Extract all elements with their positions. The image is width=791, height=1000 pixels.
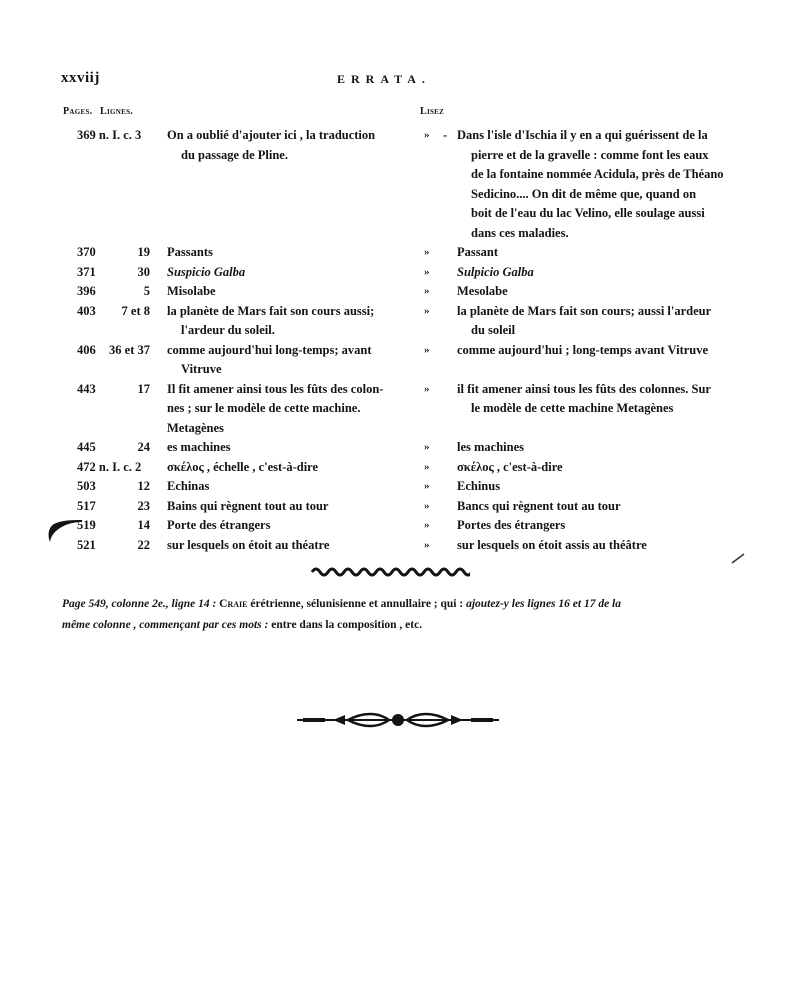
erroneous-text [167, 536, 407, 556]
corrected-text [457, 302, 747, 341]
footnote-instruction-2: même colonne , commençant par ces mots : [62, 619, 272, 631]
erroneous-text [167, 282, 407, 302]
erroneous-text-line: comme aujourd'hui long-temps; avant [167, 342, 372, 357]
guillemet-marker: » [424, 265, 430, 278]
corrected-text-line: boit de l'eau du lac Velino, elle soulage aussi [471, 206, 705, 220]
footnote-text-2: entre dans la composition , etc. [271, 619, 423, 631]
footnote-instruction-1: ajoutez-y les lignes 16 et 17 de la [466, 598, 621, 610]
corrected-text [457, 536, 747, 556]
line-number: 5 [143, 284, 150, 298]
line-number: 30 [137, 264, 150, 279]
corrected-text-line: sur lesquels on étoit assis au théâtre [457, 537, 647, 552]
corrected-text-line: il fit amener ainsi tous les fûts des colonnes. Sur [457, 381, 711, 396]
guillemet-marker: » [424, 480, 430, 492]
corrected-text-line: Echinus [457, 479, 501, 493]
erroneous-text [167, 126, 407, 165]
page-number: 519 [77, 518, 96, 532]
page-line-ref: 472 n. I. c. 2 [77, 459, 142, 474]
page-title: ERRATA. [337, 72, 431, 86]
page-line-ref: 369 n. I. c. 3 [77, 128, 142, 142]
corrected-text-line: du soleil [471, 323, 516, 337]
guillemet-marker: » [424, 246, 430, 258]
page-number: 503 [77, 479, 96, 493]
corrected-text-line: Dans l'isle d'Ischia il y en a qui guérissent de la [457, 128, 708, 142]
erroneous-text-line: Il fit amener ainsi tous les fûts des colon- [167, 381, 384, 396]
guillemet-marker: » [424, 304, 430, 317]
erroneous-text [167, 243, 407, 263]
guillemet-marker: » [424, 343, 430, 356]
guillemet-marker: » [424, 285, 430, 297]
page-number: 521 [77, 537, 96, 552]
erroneous-text-line: sur lesquels on étoit au théatre [167, 537, 330, 552]
corrected-text [457, 380, 747, 419]
corrected-text [457, 341, 747, 361]
corrected-text-line: Mesolabe [457, 284, 508, 298]
corrected-text-line: dans ces maladies. [471, 225, 569, 240]
erroneous-text-line: Misolabe [167, 284, 216, 298]
corrected-text-line: le modèle de cette machine Metagènes [471, 401, 674, 415]
erroneous-text-line: es machines [167, 440, 231, 454]
wavy-rule-ornament [310, 566, 470, 578]
erroneous-text [167, 516, 407, 536]
erroneous-text-line: σκέλος , échelle , c'est-à-dire [167, 459, 319, 474]
page-number: 517 [77, 498, 96, 513]
line-number: 12 [137, 479, 150, 493]
page-number: 443 [77, 381, 96, 396]
guillemet-marker: » [424, 519, 430, 531]
corrected-text [457, 458, 747, 478]
guillemet-marker: » [424, 538, 430, 551]
erroneous-text-line: Suspicio Galba [167, 264, 246, 279]
corrected-text-line: les machines [457, 440, 525, 454]
line-number: 24 [137, 440, 150, 454]
erroneous-text-line: Bains qui règnent tout au tour [167, 498, 329, 513]
corrected-text-line: la planète de Mars fait son cours; aussi l'ardeur [457, 303, 712, 318]
page-number: 406 [77, 342, 96, 357]
erroneous-text [167, 477, 407, 497]
corrected-text [457, 263, 747, 283]
erroneous-text [167, 341, 407, 380]
dash-mark: - [443, 128, 448, 142]
corrected-text-line: Bancs qui règnent tout au tour [457, 498, 621, 513]
erroneous-text-line: nes ; sur le modèle de cette machine. [167, 401, 361, 415]
line-number: 23 [137, 498, 150, 513]
erroneous-text-line: Vitruve [181, 362, 222, 376]
line-number: 22 [137, 537, 150, 552]
page-number: 403 [77, 303, 96, 318]
corrected-text [457, 516, 747, 536]
guillemet-marker: » [424, 441, 430, 453]
column-header-lignes: Lignes. [100, 106, 134, 117]
line-number: 14 [137, 518, 150, 532]
erroneous-text-line: Passants [167, 245, 213, 259]
line-number: 7 et 8 [121, 303, 150, 318]
erroneous-text [167, 438, 407, 458]
corrected-text-line: de la fontaine nommée Acidula, près de Théano [471, 167, 724, 181]
line-number: 17 [137, 381, 150, 396]
footnote-ref: Page 549, colonne 2e., ligne 14 : [62, 598, 220, 610]
corrected-text-line: pierre et de la gravelle : comme font les eaux [471, 147, 709, 162]
corrected-text-line: Sulpicio Galba [457, 264, 534, 279]
corrected-text [457, 438, 747, 458]
page-number: 370 [77, 245, 96, 259]
erroneous-text [167, 380, 407, 439]
corrected-text [457, 126, 747, 243]
column-header-pages: Pages. [63, 106, 93, 117]
footnote-text-1: érétrienne, sélunisienne et annullaire ; qui : [247, 598, 467, 610]
erroneous-text-line: Metagènes [167, 420, 224, 435]
erroneous-text [167, 302, 407, 341]
guillemet-marker: » [424, 129, 430, 141]
guillemet-marker: » [424, 382, 430, 395]
erroneous-text-line: Porte des étrangers [167, 518, 271, 532]
page-number: 371 [77, 264, 96, 279]
guillemet-marker: » [424, 460, 430, 473]
corrected-text-line: comme aujourd'hui ; long-temps avant Vitruve [457, 342, 709, 357]
corrected-text-line: σκέλος , c'est-à-dire [457, 459, 563, 474]
erroneous-text-line: On a oublié d'ajouter ici , la traduction [167, 128, 376, 142]
erroneous-text [167, 263, 407, 283]
page-number: 396 [77, 284, 96, 298]
page-number: 445 [77, 440, 96, 454]
corrected-text [457, 497, 747, 517]
pointing-hand-mark-icon [44, 514, 84, 544]
corrected-text [457, 243, 747, 263]
footnote-keyword: Craie [219, 598, 248, 610]
erroneous-text [167, 458, 407, 478]
erroneous-text-line: l'ardeur du soleil. [181, 323, 275, 337]
fleuron-ornament-icon [293, 710, 503, 730]
corrected-text-line: Passant [457, 245, 498, 259]
guillemet-marker: » [424, 499, 430, 512]
stray-mark-icon [731, 552, 745, 564]
erroneous-text-line: Echinas [167, 479, 210, 493]
corrected-text-line: Sedicino.... On dit de même que, quand on [471, 186, 697, 201]
corrected-text [457, 477, 747, 497]
line-number: 36 et 37 [109, 342, 150, 357]
line-number: 19 [137, 245, 150, 259]
column-header-lisez: Lisez [420, 106, 445, 117]
footnote [62, 594, 742, 636]
erroneous-text-line: du passage de Pline. [181, 147, 288, 162]
corrected-text-line: Portes des étrangers [457, 518, 566, 532]
page-folio: xxviij [61, 70, 100, 86]
corrected-text [457, 282, 747, 302]
erroneous-text [167, 497, 407, 517]
erroneous-text-line: la planète de Mars fait son cours aussi; [167, 303, 375, 318]
